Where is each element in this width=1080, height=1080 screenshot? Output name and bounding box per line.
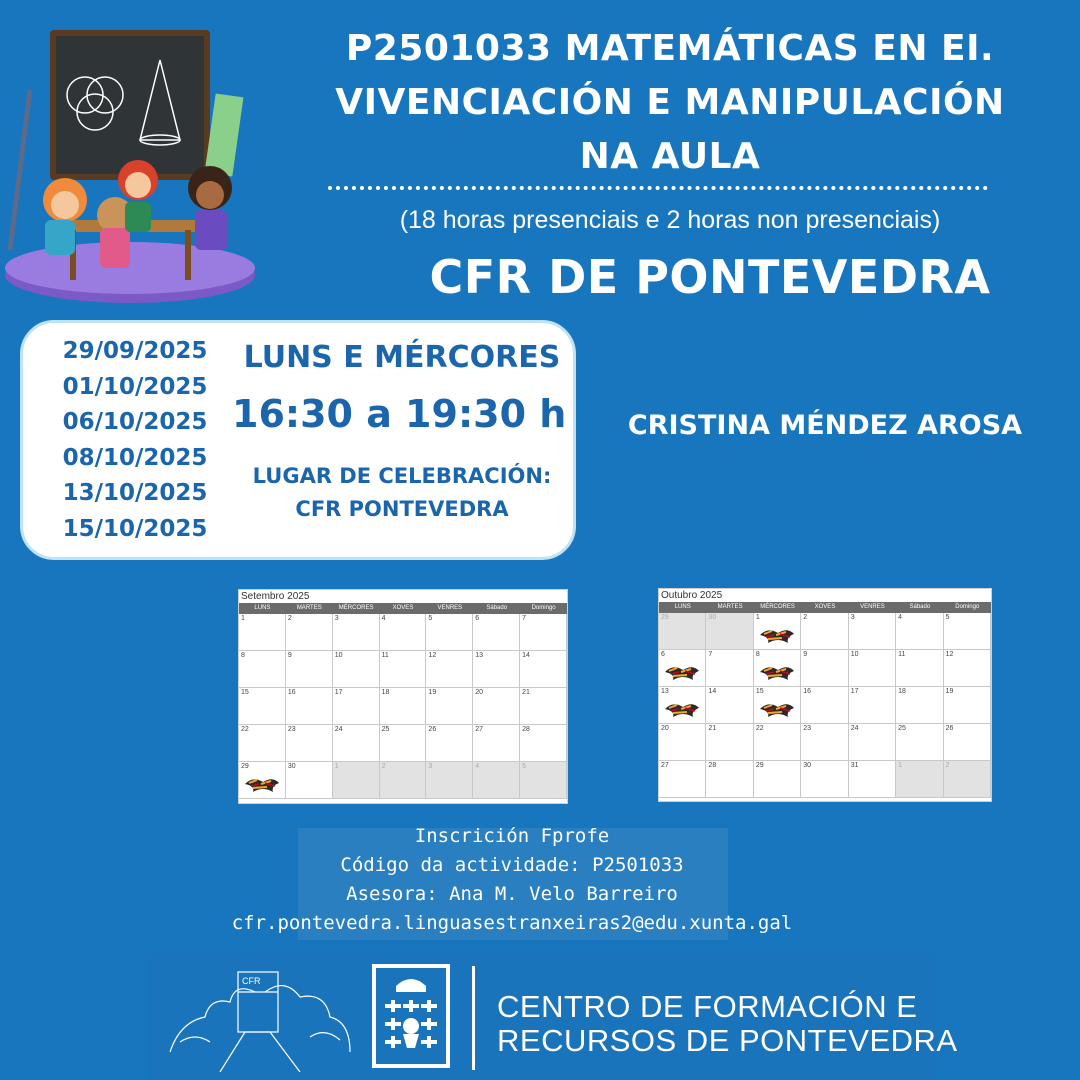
session-mark-icon xyxy=(243,774,281,794)
footer-center-name xyxy=(497,989,958,1058)
session-dates xyxy=(40,334,230,547)
calendar-day-number: 16 xyxy=(287,689,296,696)
session-mark-icon xyxy=(758,662,796,682)
calendar-day xyxy=(239,688,286,725)
calendar-grid xyxy=(659,613,991,798)
session-date: 01/10/2025 xyxy=(62,373,208,400)
calendar-day-number: 26 xyxy=(945,725,954,732)
calendar-day xyxy=(473,725,520,762)
calendar-day xyxy=(849,724,896,761)
calendar-day-number: 8 xyxy=(241,652,245,659)
dotted-divider xyxy=(328,186,988,190)
calendar-day-number: 29 xyxy=(241,763,249,770)
session-date: 06/10/2025 xyxy=(62,409,208,435)
calendar-day-number: 2 xyxy=(803,614,808,621)
calendar-day-number: 9 xyxy=(803,651,808,658)
course-title-line2: VIVENCIACIÓN E MANIPULACIÓN xyxy=(335,82,1005,123)
calendar-day-number: 5 xyxy=(522,763,527,770)
calendar-day-number: 2 xyxy=(287,615,292,622)
calendar-day-number: 1 xyxy=(334,763,339,770)
enrollment-info xyxy=(170,822,854,938)
calendar-day-number: 14 xyxy=(522,652,530,659)
calendar-grid xyxy=(239,614,567,799)
calendar-day-number: 11 xyxy=(898,651,906,658)
calendar-day xyxy=(380,688,427,725)
calendar-day xyxy=(239,614,286,651)
calendar-day-number: 4 xyxy=(381,615,386,622)
calendar-day xyxy=(944,687,991,724)
session-mark-icon xyxy=(663,662,701,682)
session-days: LUNS E MÉRCORES xyxy=(243,340,561,375)
session-date: 15/10/2025 xyxy=(62,515,208,542)
calendar-day xyxy=(659,761,706,798)
calendar-day xyxy=(754,724,801,761)
calendar-title: Setembro 2025 xyxy=(241,591,310,602)
calendar-day xyxy=(380,614,427,651)
calendar-day-number: 30 xyxy=(803,762,812,769)
calendar-day-number: 7 xyxy=(708,651,713,658)
calendar-day xyxy=(239,651,286,688)
calendar-day-number: 15 xyxy=(241,689,249,696)
calendar-day-number: 12 xyxy=(428,652,437,659)
calendar-day xyxy=(801,761,848,798)
calendar-weekday: MARTES xyxy=(296,605,322,611)
calendar-day xyxy=(754,613,801,650)
calendar-day-number: 23 xyxy=(287,726,296,733)
calendar-weekday: Domingo xyxy=(531,605,556,611)
calendar-weekdays xyxy=(239,603,567,614)
calendar-day xyxy=(706,687,753,724)
calendar-day xyxy=(286,762,333,799)
course-title-line3: NA AULA xyxy=(579,136,761,177)
calendar-day-number: 25 xyxy=(381,726,390,733)
calendar-day-number: 11 xyxy=(381,652,389,659)
calendar-weekday: VENRES xyxy=(860,604,885,610)
calendar-day xyxy=(849,650,896,687)
calendar-day-number: 20 xyxy=(475,689,484,696)
xunta-shield-icon xyxy=(372,964,450,1068)
calendar-day xyxy=(944,724,991,761)
calendar-day-number: 7 xyxy=(522,615,527,622)
calendar-day-number: 5 xyxy=(428,615,433,622)
calendar-day xyxy=(473,762,520,799)
calendar-day-number: 8 xyxy=(755,651,760,658)
calendar-day-number: 4 xyxy=(475,763,480,770)
calendar-day-number: 29 xyxy=(661,614,669,621)
calendar-weekday: Sábado xyxy=(486,605,508,611)
calendar-weekday: VENRES xyxy=(437,605,463,611)
calendar-title: Outubro 2025 xyxy=(661,590,723,601)
calendar-day xyxy=(333,688,380,725)
footer-line2: RECURSOS DE PONTEVEDRA xyxy=(497,1023,958,1058)
calendar-weekday: Domingo xyxy=(955,604,980,610)
calendar-day-number: 22 xyxy=(755,725,764,732)
calendar-day-number: 3 xyxy=(334,615,339,622)
calendar-day xyxy=(520,688,567,725)
calendar-day xyxy=(801,650,848,687)
calendar-day-number: 28 xyxy=(708,762,717,769)
calendar-day xyxy=(706,724,753,761)
session-date: 13/10/2025 xyxy=(62,480,208,506)
calendar-day-number: 30 xyxy=(708,614,717,621)
calendar-day xyxy=(473,651,520,688)
session-mark-icon xyxy=(758,699,796,719)
calendar-day xyxy=(706,761,753,798)
session-date: 29/09/2025 xyxy=(62,338,208,364)
calendar-day-number: 5 xyxy=(945,614,950,621)
calendar-weekday: XOVES xyxy=(814,604,836,610)
enrollment-label: Inscrición Fprofe xyxy=(414,825,610,847)
calendar-day-number: 18 xyxy=(898,688,906,695)
contact-email[interactable]: cfr.pontevedra.linguasestranxeiras2@edu.xunta.gal xyxy=(231,912,793,934)
calendar-day-number: 26 xyxy=(428,726,437,733)
calendar-day-number: 22 xyxy=(241,726,249,733)
calendar-day xyxy=(896,650,943,687)
calendar-day-number: 3 xyxy=(850,614,855,621)
calendar-day xyxy=(426,688,473,725)
calendar-day xyxy=(944,761,991,798)
calendar-day-number: 4 xyxy=(898,614,903,621)
calendar-day xyxy=(944,613,991,650)
calendar-day xyxy=(286,614,333,651)
calendar-day xyxy=(426,762,473,799)
footer-divider xyxy=(472,966,475,1070)
calendar-day-number: 1 xyxy=(898,762,903,769)
calendar-day xyxy=(896,687,943,724)
calendar-weekday: XOVES xyxy=(392,605,414,611)
calendar-day xyxy=(473,688,520,725)
calendar-day-number: 6 xyxy=(661,651,665,658)
calendar-day-number: 24 xyxy=(850,725,859,732)
session-date: 08/10/2025 xyxy=(62,444,208,471)
calendar-weekday: Sábado xyxy=(909,604,931,610)
calendar-day-number: 9 xyxy=(287,652,292,659)
session-time: 16:30 a 19:30 h xyxy=(232,392,567,436)
calendar-day xyxy=(239,725,286,762)
calendar-weekday: LUNS xyxy=(674,604,691,610)
calendar-day xyxy=(801,613,848,650)
calendar-day xyxy=(659,650,706,687)
calendar-weekday: MÉRCORES xyxy=(760,604,795,610)
calendar-day-number: 29 xyxy=(755,762,764,769)
calendar-day-number: 27 xyxy=(661,762,669,769)
calendar-day-number: 21 xyxy=(708,725,717,732)
calendar-day-number: 19 xyxy=(945,688,954,695)
hours-note: (18 horas presenciais e 2 horas non presenciais) xyxy=(399,206,941,234)
classroom-illustration xyxy=(0,20,270,310)
center-name: CFR DE PONTEVEDRA xyxy=(429,250,991,304)
calendar-day xyxy=(849,613,896,650)
calendar-day xyxy=(333,651,380,688)
calendar-day-number: 13 xyxy=(661,688,669,695)
calendar-day xyxy=(754,761,801,798)
calendar-day-number: 10 xyxy=(334,652,343,659)
calendar-day xyxy=(801,724,848,761)
calendar-day xyxy=(520,651,567,688)
activity-code: Código da actividade: P2501033 xyxy=(340,854,684,876)
calendar-day xyxy=(706,650,753,687)
calendar-day-number: 2 xyxy=(945,762,950,769)
calendar-day-number: 1 xyxy=(755,614,760,621)
calendar-day-number: 1 xyxy=(241,615,245,622)
calendar-day xyxy=(380,725,427,762)
calendar-day-number: 2 xyxy=(381,763,386,770)
calendar-day-number: 21 xyxy=(522,689,530,696)
calendar-day xyxy=(286,725,333,762)
calendar-day-number: 20 xyxy=(661,725,669,732)
calendar-day xyxy=(659,687,706,724)
calendar-day-number: 15 xyxy=(755,688,764,695)
calendar-day-number: 10 xyxy=(850,651,859,658)
calendar-day-number: 16 xyxy=(803,688,812,695)
teacher-name: CRISTINA MÉNDEZ AROSA xyxy=(627,410,1023,441)
calendar-day xyxy=(896,761,943,798)
calendar-day xyxy=(473,614,520,651)
calendar-day-number: 17 xyxy=(334,689,343,696)
calendar-day xyxy=(380,651,427,688)
calendar-day-number: 31 xyxy=(850,762,859,769)
calendar-weekday: MÉRCORES xyxy=(338,605,374,611)
calendar-day xyxy=(896,613,943,650)
calendar-day xyxy=(520,614,567,651)
calendar-day-number: 18 xyxy=(381,689,390,696)
calendar-day-number: 28 xyxy=(522,726,530,733)
calendar-day-number: 6 xyxy=(475,615,480,622)
calendar-september xyxy=(238,589,568,804)
calendar-day xyxy=(333,725,380,762)
place-label: LUGAR DE CELEBRACIÓN: xyxy=(252,464,552,488)
calendar-day xyxy=(944,650,991,687)
calendar-day xyxy=(426,725,473,762)
calendar-weekday: LUNS xyxy=(254,605,271,611)
calendar-weekday: MARTES xyxy=(717,604,743,610)
calendar-day xyxy=(849,761,896,798)
calendar-day-number: 24 xyxy=(334,726,343,733)
advisor-name: Asesora: Ana M. Velo Barreiro xyxy=(346,883,678,905)
calendar-day xyxy=(380,762,427,799)
calendar-day xyxy=(754,650,801,687)
calendar-day xyxy=(659,613,706,650)
calendar-day xyxy=(426,614,473,651)
session-mark-icon xyxy=(663,699,701,719)
calendar-day xyxy=(426,651,473,688)
session-place xyxy=(232,460,572,526)
calendar-day-number: 14 xyxy=(708,688,717,695)
calendar-day xyxy=(801,687,848,724)
course-title-line1: P2501033 MATEMÁTICAS EN EI. xyxy=(345,28,995,69)
calendar-day xyxy=(239,762,286,799)
calendar-day-number: 27 xyxy=(475,726,484,733)
calendar-day xyxy=(333,762,380,799)
calendar-day-number: 13 xyxy=(475,652,484,659)
calendar-day xyxy=(849,687,896,724)
calendar-day xyxy=(896,724,943,761)
calendar-day xyxy=(520,725,567,762)
calendar-day xyxy=(286,688,333,725)
session-mark-icon xyxy=(758,625,796,645)
calendar-day xyxy=(520,762,567,799)
calendar-day-number: 19 xyxy=(428,689,437,696)
place-value: CFR PONTEVEDRA xyxy=(295,497,509,521)
calendar-day-number: 3 xyxy=(428,763,433,770)
calendar-day-number: 23 xyxy=(803,725,812,732)
calendar-day xyxy=(333,614,380,651)
calendar-day xyxy=(706,613,753,650)
cfr-logo-text: CFR xyxy=(242,976,261,986)
calendar-day-number: 25 xyxy=(898,725,906,732)
footer-line1: CENTRO DE FORMACIÓN E xyxy=(497,989,918,1024)
calendar-october xyxy=(658,588,992,802)
calendar-day xyxy=(754,687,801,724)
calendar-day xyxy=(659,724,706,761)
cfr-logo-icon xyxy=(160,962,360,1072)
calendar-day-number: 17 xyxy=(850,688,859,695)
calendar-day-number: 30 xyxy=(287,763,296,770)
calendar-day xyxy=(286,651,333,688)
calendar-weekdays xyxy=(659,602,991,613)
calendar-day-number: 12 xyxy=(945,651,954,658)
course-title xyxy=(300,22,1040,184)
